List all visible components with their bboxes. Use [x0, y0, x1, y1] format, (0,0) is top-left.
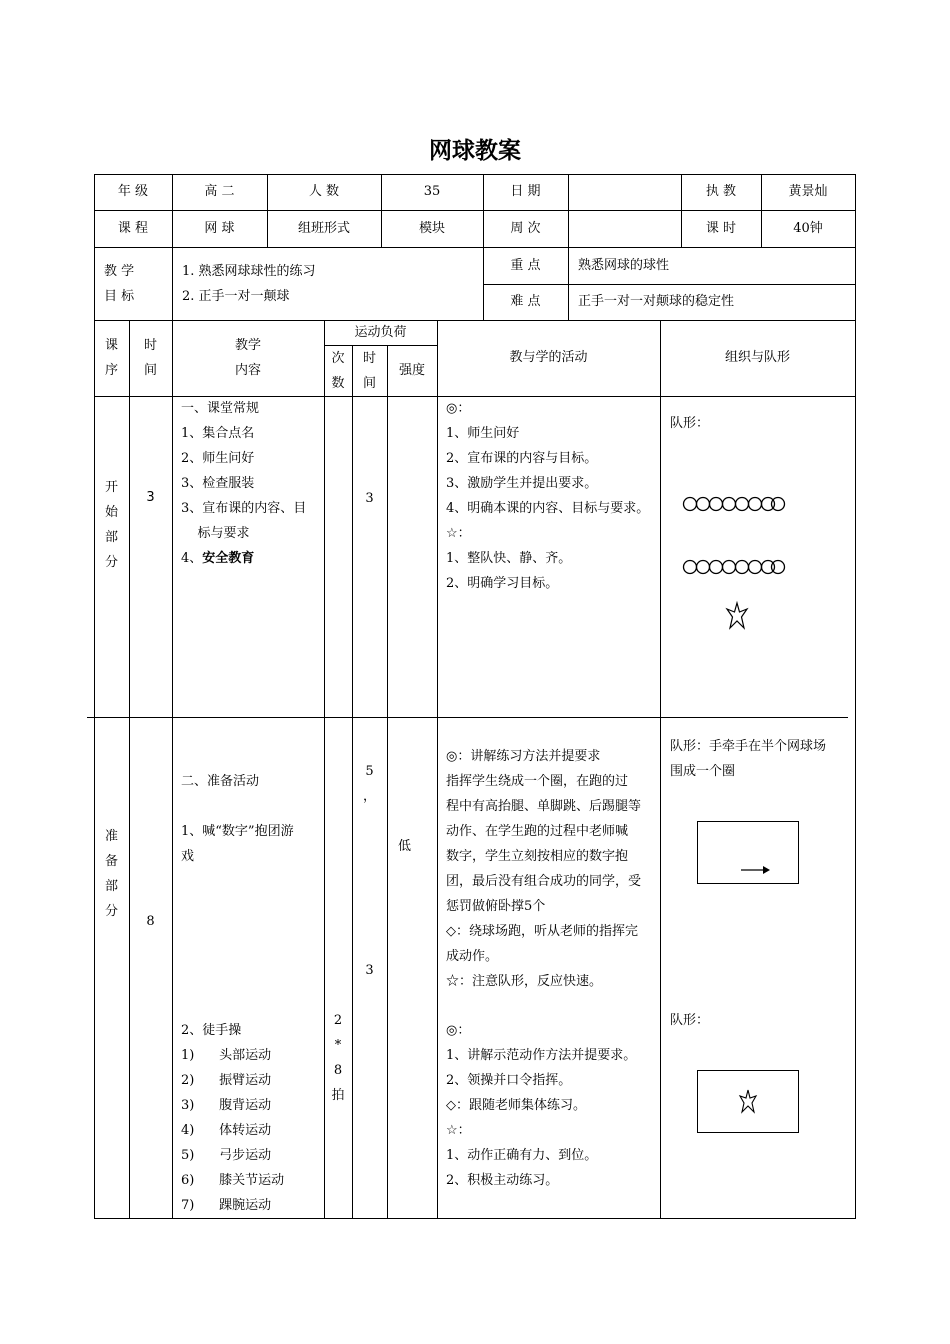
org-label: 组班形式 — [297, 221, 350, 236]
teacher-star-icon — [726, 602, 748, 630]
section2-content-a: 二、准备活动 — [181, 774, 260, 789]
section1-time: 3 — [146, 490, 155, 505]
section1-formation-label: 队形： — [670, 416, 710, 431]
teacher-value: 黄景灿 — [788, 184, 828, 199]
goals-list — [182, 259, 316, 309]
section1-content: 一、课堂常规 1、集合点名 2、师生问好 3、检查服装 3、宣布课的内容、目 标与要求 4、安全教育 — [181, 401, 307, 566]
col-content: 教学 内容 — [234, 338, 261, 378]
section1-activities: ◎： 1、师生问好 2、宣布课的内容与目标。 3、激励学生并提出要求。 4、明确本课的内容、目标与要求。 ☆： 1、整队快、静、齐。 2、明确学习目标。 — [446, 401, 650, 591]
col-count: 次 数 — [331, 351, 345, 391]
difficulty-label: 难 点 — [510, 294, 541, 309]
module-label: 模块 — [418, 221, 445, 236]
difficulty-value: 正手一对一对颠球的稳定性 — [578, 294, 735, 309]
count-value: 35 — [423, 184, 441, 199]
section2-activities-a: ◎：讲解练习方法并提要求 指挥学生绕成一个圈，在跑的过 程中有高抬腿、单脚跳、后踢腿等 动作、在学生跑的过程中老师喊 数字，学生立刻按相应的数字抱 团，最后没有组合成功的同学，受 惩罚做俯卧撑5个 ◇：绕球场跑，听从老师的指挥完 成动作。 ☆：注意队形，反应快速。 — [446, 749, 642, 989]
section2-intensity: 低 — [397, 839, 411, 854]
goal-item: 1. 熟悉网球球性的练习 — [182, 264, 316, 279]
page-title: 网球教案 — [429, 138, 521, 164]
teacher-label: 执 教 — [705, 184, 737, 199]
week-label: 周 次 — [510, 221, 541, 236]
section1-duration: 3 — [365, 491, 374, 506]
course-value: 网 球 — [204, 221, 235, 236]
grade-label: 年 级 — [117, 184, 149, 199]
section2-formation-b: 队形： — [670, 1013, 710, 1028]
course-label: 课 程 — [117, 221, 149, 236]
hours-label: 课 时 — [705, 221, 737, 236]
section2-time: 8 — [146, 914, 155, 929]
col-time: 时 间 — [143, 338, 157, 378]
hours-value: 40钟 — [793, 221, 823, 236]
col-activities: 教与学的活动 — [509, 350, 588, 365]
goals-label: 教 学 目 标 — [104, 264, 135, 304]
col-intensity: 强度 — [398, 363, 425, 378]
grade-value: 高 二 — [204, 184, 235, 199]
student-row-2 — [682, 558, 786, 578]
col-section: 课 序 — [104, 338, 118, 378]
key-point-value: 熟悉网球的球性 — [578, 258, 670, 273]
student-row-1 — [682, 495, 786, 515]
col-load: 运动负荷 — [354, 325, 407, 340]
col-duration: 时 间 — [362, 351, 376, 391]
section2-name: 准 备 部 分 — [104, 829, 118, 919]
section2-duration-a: 5 ， — [362, 764, 376, 804]
section2-activities-b: ◎： 1、讲解示范动作方法并提要求。 2、领操并口令指挥。 ◇：跟随老师集体练习。 ☆： 1、动作正确有力、到位。 2、积极主动练习。 — [446, 1023, 637, 1188]
date-label: 日 期 — [510, 184, 541, 199]
section2-duration-b: 3 — [365, 963, 374, 978]
count-label: 人 数 — [308, 184, 340, 199]
section2-content-c: 2、徒手操 1) 头部运动 2) 振臂运动 3) 腹背运动 4) 体转运动 5) 弓步运动 6) 膝关节运动 7) 踝腕运动 — [181, 1023, 285, 1213]
key-point-label: 重 点 — [510, 258, 541, 273]
section2-formation-a: 队形：手牵手在半个网球场 围成一个圈 — [670, 739, 827, 779]
court-diagram-2 — [697, 1070, 800, 1134]
section2-count: 2 * 8 拍 — [331, 1013, 345, 1103]
section1-name: 开 始 部 分 — [104, 480, 118, 570]
col-organization: 组织与队形 — [724, 350, 790, 365]
section2-content-b: 1、喊“数字”抱团游 戏 — [181, 824, 294, 864]
goal-item: 2. 正手一对一颠球 — [182, 289, 290, 304]
court-diagram — [697, 821, 800, 885]
